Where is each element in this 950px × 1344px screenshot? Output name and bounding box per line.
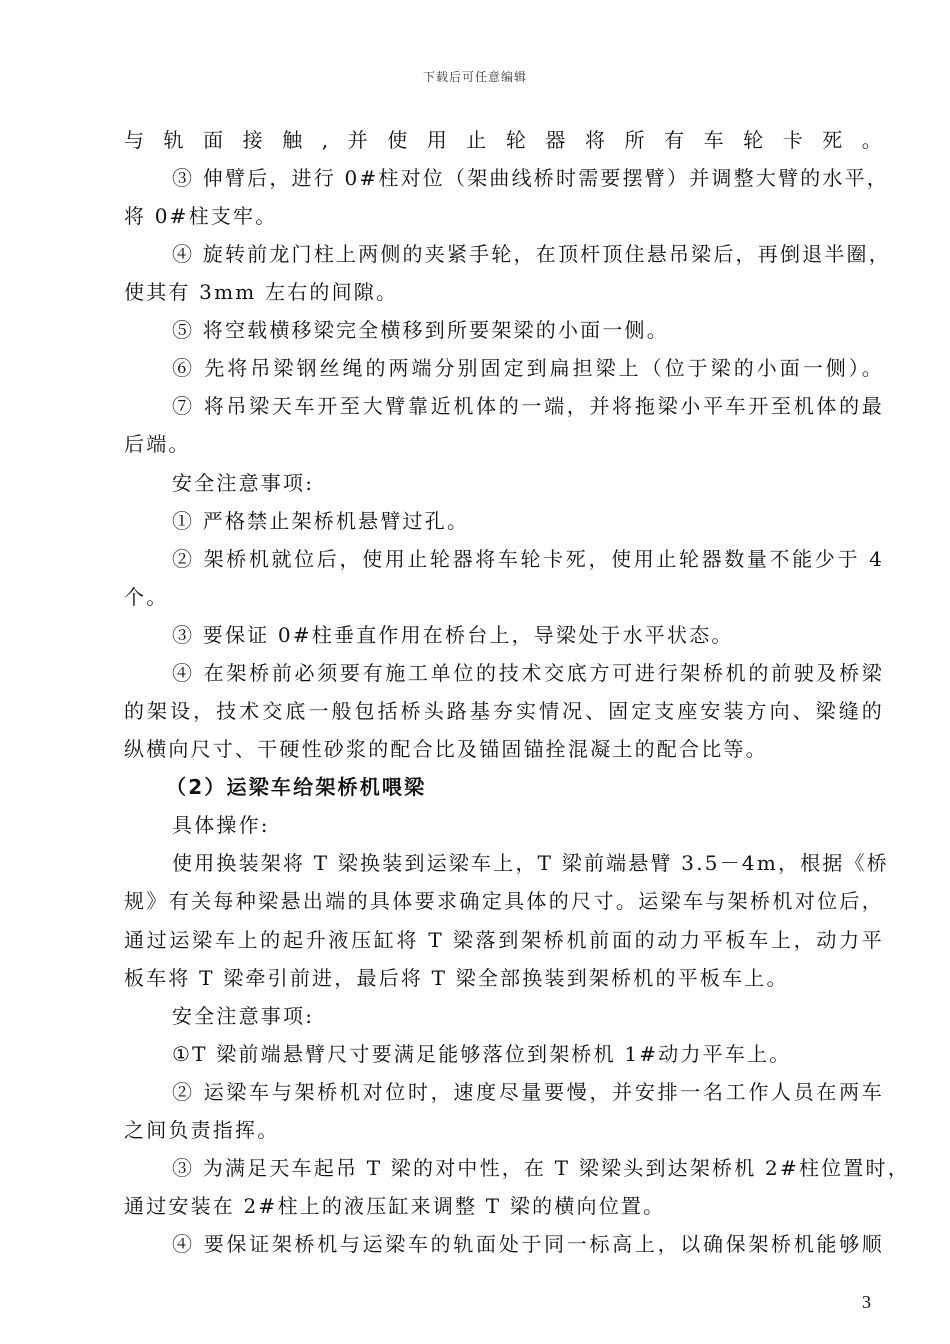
text-line: 具体操作:: [172, 813, 270, 837]
text-line: 安全注意事项:: [172, 471, 315, 495]
text-line: 纵横向尺寸、干硬性砂浆的配合比及锚固锚拴混凝土的配合比等。: [124, 737, 768, 761]
text-line: 通过运梁车上的起升液压缸将 T 梁落到架桥机前面的动力平板车上，动力平: [124, 928, 884, 952]
text-line: 与轨面接触,并使用止轮器将所有车轮卡死。: [124, 128, 884, 152]
text-line: 通过安装在 2#柱上的液压缸来调整 T 梁的横向位置。: [124, 1194, 666, 1218]
text-line: ①T 梁前端悬臂尺寸要满足能够落位到架桥机 1#动力平车上。: [172, 1042, 792, 1066]
text-line: ⑤ 将空载横移梁完全横移到所要架梁的小面一侧。: [172, 318, 669, 342]
page-number: 3: [862, 1292, 871, 1312]
text-line: ⑥ 先将吊梁钢丝绳的两端分别固定到扁担梁上（位于梁的小面一侧）。: [172, 356, 884, 380]
text-line: 后端。: [124, 432, 191, 456]
text-line: 之间负责指挥。: [124, 1118, 280, 1142]
text-line: 将 0#柱支牢。: [124, 204, 278, 228]
text-line: ① 严格禁止架桥机悬臂过孔。: [172, 509, 470, 533]
text-line: 的架设，技术交底一般包括桥头路基夯实情况、固定支座安装方向、梁缝的: [124, 699, 884, 723]
page-header: 下载后可任意编辑: [422, 70, 527, 84]
text-line: 安全注意事项:: [172, 1004, 315, 1028]
text-line: ④ 要保证架桥机与运梁车的轨面处于同一标高上，以确保架桥机能够顺: [172, 1232, 884, 1256]
text-line: ③ 伸臂后，进行 0#柱对位（架曲线桥时需要摆臂）并调整大臂的水平，: [172, 166, 889, 190]
text-line: ② 运梁车与架桥机对位时，速度尽量要慢，并安排一名工作人员在两车: [172, 1080, 884, 1104]
text-line: ③ 要保证 0#柱垂直作用在桥台上，导梁处于水平状态。: [172, 623, 734, 647]
text-line: ④ 在架桥前必须要有施工单位的技术交底方可进行架桥机的前驶及桥梁: [172, 661, 884, 685]
text-line: ② 架桥机就位后，使用止轮器将车轮卡死，使用止轮器数量不能少于 4: [172, 547, 884, 571]
text-line: 使用换装架将 T 梁换装到运梁车上，T 梁前端悬臂 3.5－4m，根据《桥: [172, 851, 890, 875]
text-line: ③ 为满足天车起吊 T 梁的对中性，在 T 梁梁头到达架桥机 2#柱位置时，: [172, 1156, 910, 1180]
text-line: 规》有关每种梁悬出端的具体要求确定具体的尺寸。运梁车与架桥机对位后，: [124, 889, 884, 913]
text-line: 使其有 3mm 左右的间隙。: [124, 280, 399, 304]
text-line: ④ 旋转前龙门柱上两侧的夹紧手轮，在顶杆顶住悬吊梁后，再倒退半圈，: [172, 242, 891, 266]
text-line: 板车将 T 梁牵引前进，最后将 T 梁全部换装到架桥机的平板车上。: [124, 966, 789, 990]
text-line: 个。: [124, 585, 169, 609]
section-heading: （2）运梁车给架桥机喂梁: [166, 775, 427, 799]
text-line: ⑦ 将吊梁天车开至大臂靠近机体的一端，并将拖梁小平车开至机体的最: [172, 394, 884, 418]
